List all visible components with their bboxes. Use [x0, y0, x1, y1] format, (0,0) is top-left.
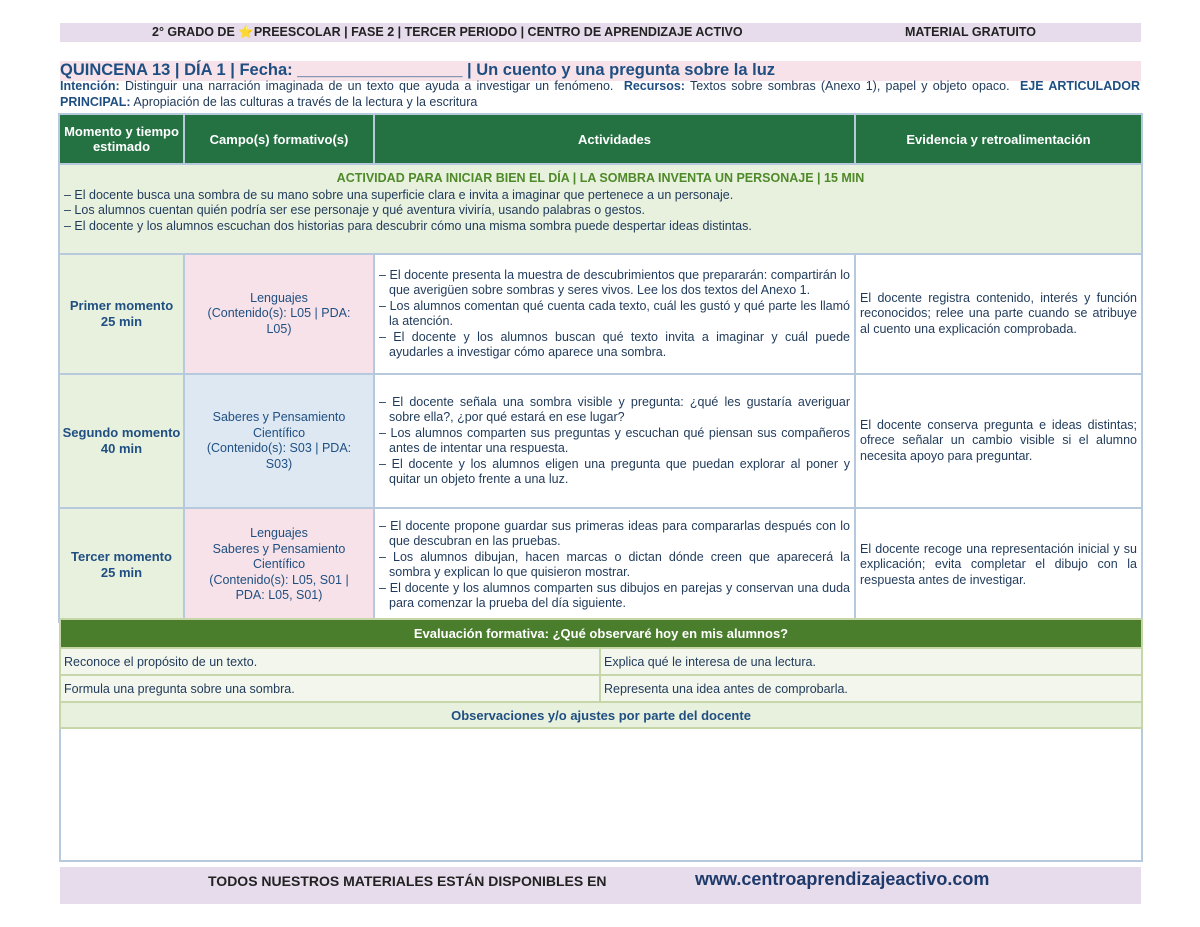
- activity-item: – El docente y los alumnos comparten sus dibujos en parejas y conservan una duda para comenzar la prueba del día siguiente.: [379, 580, 850, 610]
- evidence-cell: El docente registra contenido, interés y función reconocidos; relee una parte cuando se atribuye al cuento una explicación comprobada.: [855, 254, 1142, 374]
- table-row-first-moment: [59, 254, 1142, 374]
- activity-item: – Los alumnos dibujan, hacen marcas o dictan dónde creen que aparecerá la sombra y explican lo que quisieron mostrar.: [379, 549, 850, 579]
- campo-content: (Contenido(s): L05, S01 | PDA: L05, S01): [209, 572, 349, 603]
- planning-table: [58, 113, 1143, 623]
- evaluation-row: [60, 675, 1142, 702]
- campo-content: (Contenido(s): S03 | PDA: S03): [206, 441, 352, 471]
- intro-activity-title: ACTIVIDAD PARA INICIAR BIEN EL DÍA | LA SOMBRA INVENTA UN PERSONAJE | 15 MIN: [336, 171, 865, 185]
- intent-paragraph: [60, 79, 1140, 110]
- header-campo: Campo(s) formativo(s): [184, 114, 374, 164]
- evaluation-table: [59, 618, 1143, 862]
- moment-cell: [59, 508, 184, 622]
- table-row-second-moment: [59, 374, 1142, 508]
- activity-item: – El docente propone guardar sus primeras ideas para compararlas después con lo que descubran en las pruebas.: [379, 518, 850, 548]
- activity-item: – Los alumnos comentan qué cuenta cada texto, cuál les gustó y qué parte les llamó la atención.: [379, 298, 850, 328]
- evaluation-criterion: Explica qué le interesa de una lectura.: [600, 648, 1142, 675]
- axis-text: Apropiación de las culturas a través de la lectura y la escritura: [133, 94, 478, 109]
- evaluation-title: Evaluación formativa: ¿Qué observaré hoy en mis alumnos?: [60, 619, 1142, 648]
- campo-name: Lenguajes: [250, 526, 308, 541]
- moment-name: Segundo momento: [62, 425, 181, 440]
- intro-activity-row: [59, 164, 1142, 254]
- intro-activity-cell: [59, 164, 1142, 254]
- header-moment: Momento y tiempo estimado: [59, 114, 184, 164]
- activities-cell: [374, 374, 855, 508]
- footer-banner: [60, 867, 1141, 904]
- top-banner: [60, 23, 1141, 42]
- moment-cell: [59, 374, 184, 508]
- evaluation-criterion: Formula una pregunta sobre una sombra.: [60, 675, 600, 702]
- campo-name: Saberes y Pensamiento Científico: [212, 410, 346, 440]
- header-evidence: Evidencia y retroalimentación: [855, 114, 1142, 164]
- activity-item: – Los alumnos comparten sus preguntas y escuchan qué piensan sus compañeros antes de intentar una respuesta.: [379, 425, 850, 455]
- moment-cell: [59, 254, 184, 374]
- campo-name: Saberes y Pensamiento Científico: [212, 541, 346, 572]
- page-title: QUINCENA 13 | DÍA 1 | Fecha: __________________ | Un cuento y una pregunta sobre la luz: [60, 61, 776, 79]
- campo-cell: [184, 508, 374, 622]
- intro-item: – El docente y los alumnos escuchan dos historias para descubrir cómo una misma sombra puede despertar ideas distintas.: [64, 218, 752, 233]
- intent-text: Distinguir una narración imaginada de un texto que ayuda a investigar un fenómeno.: [124, 79, 614, 93]
- observations-title: Observaciones y/o ajustes por parte del docente: [60, 702, 1142, 728]
- grade-info: 2° GRADO DE ⭐PREESCOLAR | FASE 2 | TERCER PERIODO | CENTRO DE APRENDIZAJE ACTIVO: [152, 25, 743, 39]
- activities-cell: [374, 508, 855, 622]
- intent-label: Intención:: [60, 79, 120, 93]
- table-row-third-moment: [59, 508, 1142, 622]
- campo-cell: [184, 374, 374, 508]
- moment-time: 25 min: [100, 314, 143, 329]
- intro-item: – El docente busca una sombra de su mano sobre una superficie clara e invita a imaginar que pertenece a un personaje.: [64, 187, 734, 202]
- moment-time: 40 min: [100, 441, 143, 456]
- axis-label: EJE ARTICULADOR PRINCIPAL:: [60, 79, 1140, 109]
- observations-area[interactable]: [60, 728, 1142, 861]
- activity-item: – El docente y los alumnos eligen una pregunta que puedan explorar al poner y quitar un objeto frente a una luz.: [379, 456, 850, 486]
- campo-cell: [184, 254, 374, 374]
- evaluation-criterion: Reconoce el propósito de un texto.: [60, 648, 600, 675]
- free-material-label: MATERIAL GRATUITO: [905, 25, 1037, 39]
- evaluation-row: [60, 648, 1142, 675]
- footer-text: TODOS NUESTROS MATERIALES ESTÁN DISPONIBLES EN: [208, 873, 607, 889]
- resources-text: Textos sobre sombras (Anexo 1), papel y objeto opaco.: [689, 79, 1010, 93]
- moment-name: Primer momento: [69, 298, 174, 313]
- activity-item: – El docente señala una sombra visible y pregunta: ¿qué les gustaría averiguar sobre ella?, ¿por qué estará en ese lugar?: [379, 394, 850, 424]
- evidence-cell: El docente recoge una representación inicial y su explicación; evita completar el dibujo con la respuesta antes de investigar.: [855, 508, 1142, 622]
- website-link[interactable]: www.centroaprendizajeactivo.com: [695, 869, 990, 889]
- campo-content: (Contenido(s): L05 | PDA: L05): [207, 306, 351, 336]
- resources-label: Recursos:: [623, 79, 685, 93]
- campo-name: Lenguajes: [250, 290, 308, 305]
- moment-time: 25 min: [100, 565, 143, 580]
- moment-name: Tercer momento: [71, 549, 172, 564]
- activity-item: – El docente presenta la muestra de descubrimientos que prepararán: compartirán lo que averigüen sobre sombras y seres vivos. Lee los dos textos del Anexo 1.: [379, 267, 850, 297]
- table-header-row: [59, 114, 1142, 164]
- activity-item: – El docente y los alumnos buscan qué texto invita a imaginar y cuál puede ayudarles a investigar cómo aparece una sombra.: [379, 329, 850, 359]
- header-activities: Actividades: [374, 114, 855, 164]
- evaluation-criterion: Representa una idea antes de comprobarla.: [600, 675, 1142, 702]
- activities-cell: [374, 254, 855, 374]
- intro-item: – Los alumnos cuentan quién podría ser ese personaje y qué aventura viviría, usando palabras o gestos.: [64, 203, 645, 217]
- evidence-cell: El docente conserva pregunta e ideas distintas; ofrece señalar un cambio visible si el alumno necesita apoyo para preguntar.: [855, 374, 1142, 508]
